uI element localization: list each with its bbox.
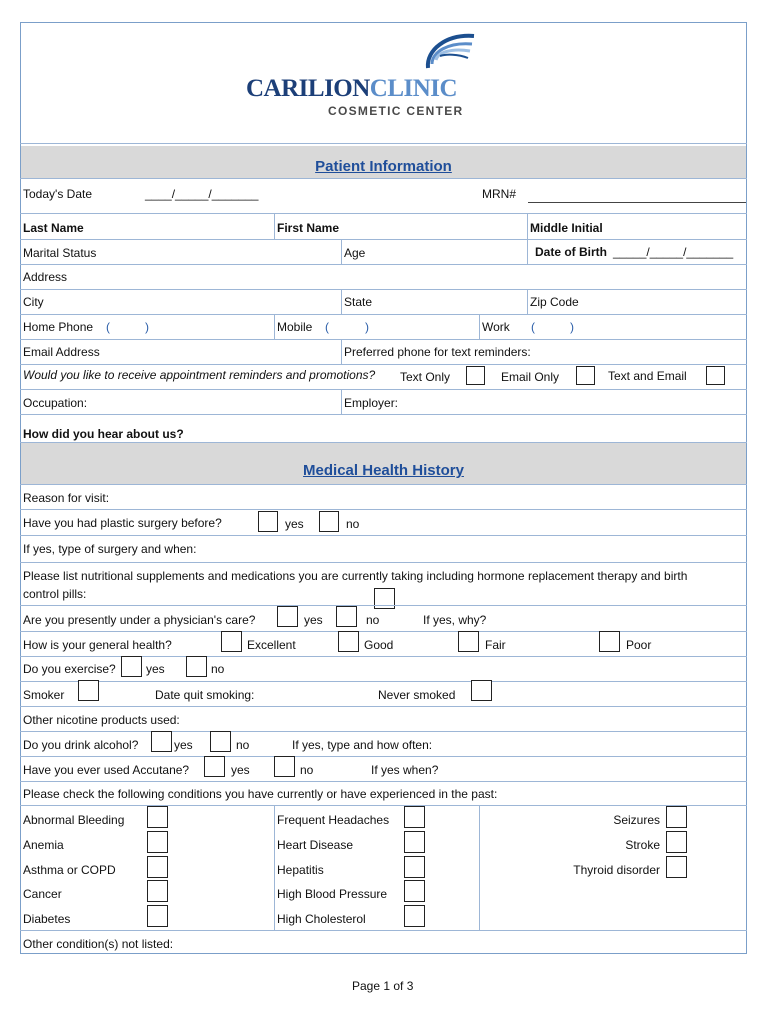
- zip-label: Zip Code: [530, 295, 579, 309]
- accutane-when-label: If yes when?: [371, 763, 439, 777]
- exercise-no-checkbox[interactable]: [186, 656, 207, 677]
- condition-label: High Blood Pressure: [277, 887, 388, 901]
- condition-label: Stroke: [625, 838, 660, 852]
- plastic-yes-label: yes: [285, 517, 304, 531]
- condition-label: Heart Disease: [277, 838, 354, 852]
- alcohol-question: Do you drink alcohol?: [23, 738, 139, 752]
- physician-yes-checkbox[interactable]: [277, 606, 298, 627]
- never-smoked-checkbox[interactable]: [471, 680, 492, 701]
- text-and-email-label: Text and Email: [608, 369, 687, 383]
- condition-checkbox[interactable]: [147, 856, 168, 878]
- state-label: State: [344, 295, 373, 309]
- health-fair-label: Fair: [485, 638, 506, 652]
- middle-initial-label: Middle Initial: [530, 221, 603, 235]
- supplements-label: Please list nutritional supplements and medications you are currently taking including hormone replacement therapy and birth: [23, 569, 688, 583]
- email-only-label: Email Only: [501, 370, 560, 384]
- health-poor-label: Poor: [626, 638, 652, 652]
- condition-checkbox[interactable]: [666, 831, 687, 853]
- condition-label: Hepatitis: [277, 863, 324, 877]
- plastic-no-label: no: [346, 517, 360, 531]
- text-only-label: Text Only: [400, 370, 451, 384]
- conditions-intro: Please check the following conditions you have currently or have experienced in the past:: [23, 787, 498, 801]
- accutane-no-checkbox[interactable]: [274, 756, 295, 777]
- alcohol-yes-checkbox[interactable]: [151, 731, 172, 752]
- alcohol-how-label: If yes, type and how often:: [292, 738, 433, 752]
- condition-checkbox[interactable]: [666, 856, 687, 878]
- exercise-yes-checkbox[interactable]: [121, 656, 142, 677]
- address-label: Address: [23, 270, 68, 284]
- mobile-close-paren: ): [365, 320, 369, 334]
- todays-date-field[interactable]: ____/_____/_______: [145, 187, 259, 201]
- condition-checkbox[interactable]: [147, 880, 168, 902]
- exercise-yes-label: yes: [146, 662, 165, 676]
- home-phone-close-paren: ): [145, 320, 149, 334]
- work-label: Work: [482, 320, 510, 334]
- home-phone-open-paren: (: [106, 320, 110, 334]
- text-only-checkbox[interactable]: [466, 366, 485, 385]
- dob-label: Date of Birth: [535, 245, 607, 259]
- patient-info-title: Patient Information: [315, 158, 452, 175]
- condition-label: Anemia: [23, 838, 64, 852]
- health-good-label: Good: [364, 638, 394, 652]
- surgery-when-label: If yes, type of surgery and when:: [23, 542, 197, 556]
- accutane-yes-label: yes: [231, 763, 250, 777]
- reminders-question: Would you like to receive appointment reminders and promotions?: [23, 368, 376, 382]
- condition-checkbox[interactable]: [404, 831, 425, 853]
- condition-label: Thyroid disorder: [573, 863, 660, 877]
- preferred-phone-label: Preferred phone for text reminders:: [344, 345, 531, 359]
- nicotine-label: Other nicotine products used:: [23, 713, 180, 727]
- exercise-no-label: no: [211, 662, 225, 676]
- alcohol-yes-label: yes: [174, 738, 193, 752]
- exercise-question: Do you exercise?: [23, 662, 116, 676]
- brand-name-clinic: CLINIC: [369, 75, 458, 102]
- brand-name-carilion: CARILION: [246, 75, 370, 102]
- physician-yes-label: yes: [304, 613, 323, 627]
- dob-field[interactable]: _____/_____/_______: [613, 245, 734, 259]
- condition-checkbox[interactable]: [666, 806, 687, 828]
- condition-label: Abnormal Bleeding: [23, 813, 125, 827]
- occupation-label: Occupation:: [23, 396, 88, 410]
- first-name-label: First Name: [277, 221, 340, 235]
- other-conditions-label: Other condition(s) not listed:: [23, 937, 174, 951]
- email-only-checkbox[interactable]: [576, 366, 595, 385]
- marital-status-label: Marital Status: [23, 246, 97, 260]
- date-quit-label: Date quit smoking:: [155, 688, 255, 702]
- plastic-yes-checkbox[interactable]: [258, 511, 278, 532]
- condition-label: Seizures: [613, 813, 660, 827]
- hear-about-label: How did you hear about us?: [23, 427, 184, 441]
- carilion-swirl-icon: [418, 28, 480, 76]
- never-smoked-label: Never smoked: [378, 688, 456, 702]
- physician-no-checkbox[interactable]: [336, 606, 357, 627]
- supplements-label-cont: control pills:: [23, 587, 87, 601]
- todays-date-label: Today's Date: [23, 187, 92, 201]
- condition-label: Cancer: [23, 887, 62, 901]
- condition-checkbox[interactable]: [147, 905, 168, 927]
- health-good-checkbox[interactable]: [338, 631, 359, 652]
- alcohol-no-label: no: [236, 738, 250, 752]
- condition-checkbox[interactable]: [147, 806, 168, 828]
- medical-history-title: Medical Health History: [303, 462, 464, 479]
- general-health-question: How is your general health?: [23, 638, 172, 652]
- mobile-label: Mobile: [277, 320, 313, 334]
- condition-label: High Cholesterol: [277, 912, 366, 926]
- physician-care-question: Are you presently under a physician's care?: [23, 613, 256, 627]
- health-poor-checkbox[interactable]: [599, 631, 620, 652]
- health-excellent-checkbox[interactable]: [221, 631, 242, 652]
- physician-no-label: no: [366, 613, 380, 627]
- work-open-paren: (: [531, 320, 535, 334]
- age-label: Age: [344, 246, 366, 260]
- accutane-yes-checkbox[interactable]: [204, 756, 225, 777]
- condition-label: Diabetes: [23, 912, 71, 926]
- condition-checkbox[interactable]: [404, 905, 425, 927]
- accutane-no-label: no: [300, 763, 314, 777]
- condition-checkbox[interactable]: [404, 806, 425, 828]
- condition-label: Asthma or COPD: [23, 863, 116, 877]
- physician-why-label: If yes, why?: [423, 613, 487, 627]
- mobile-open-paren: (: [325, 320, 329, 334]
- reason-for-visit-label: Reason for visit:: [23, 491, 110, 505]
- city-label: City: [23, 295, 44, 309]
- condition-label: Frequent Headaches: [277, 813, 390, 827]
- smoker-label: Smoker: [23, 688, 65, 702]
- employer-label: Employer:: [344, 396, 399, 410]
- last-name-label: Last Name: [23, 221, 84, 235]
- health-fair-checkbox[interactable]: [458, 631, 479, 652]
- text-and-email-checkbox[interactable]: [706, 366, 725, 385]
- condition-checkbox[interactable]: [404, 856, 425, 878]
- home-phone-label: Home Phone: [23, 320, 94, 334]
- page-number: Page 1 of 3: [352, 979, 414, 993]
- alcohol-no-checkbox[interactable]: [210, 731, 231, 752]
- brand-subtitle: COSMETIC CENTER: [328, 104, 464, 118]
- brand-logo-text: [246, 74, 457, 104]
- smoker-checkbox[interactable]: [78, 680, 99, 701]
- mrn-label: MRN#: [482, 187, 517, 201]
- accutane-question: Have you ever used Accutane?: [23, 763, 190, 777]
- plastic-surgery-question: Have you had plastic surgery before?: [23, 516, 222, 530]
- health-excellent-label: Excellent: [247, 638, 296, 652]
- mrn-field[interactable]: [528, 202, 746, 203]
- work-close-paren: ): [570, 320, 574, 334]
- email-label: Email Address: [23, 345, 100, 359]
- plastic-no-checkbox[interactable]: [319, 511, 339, 532]
- condition-checkbox[interactable]: [404, 880, 425, 902]
- condition-checkbox[interactable]: [147, 831, 168, 853]
